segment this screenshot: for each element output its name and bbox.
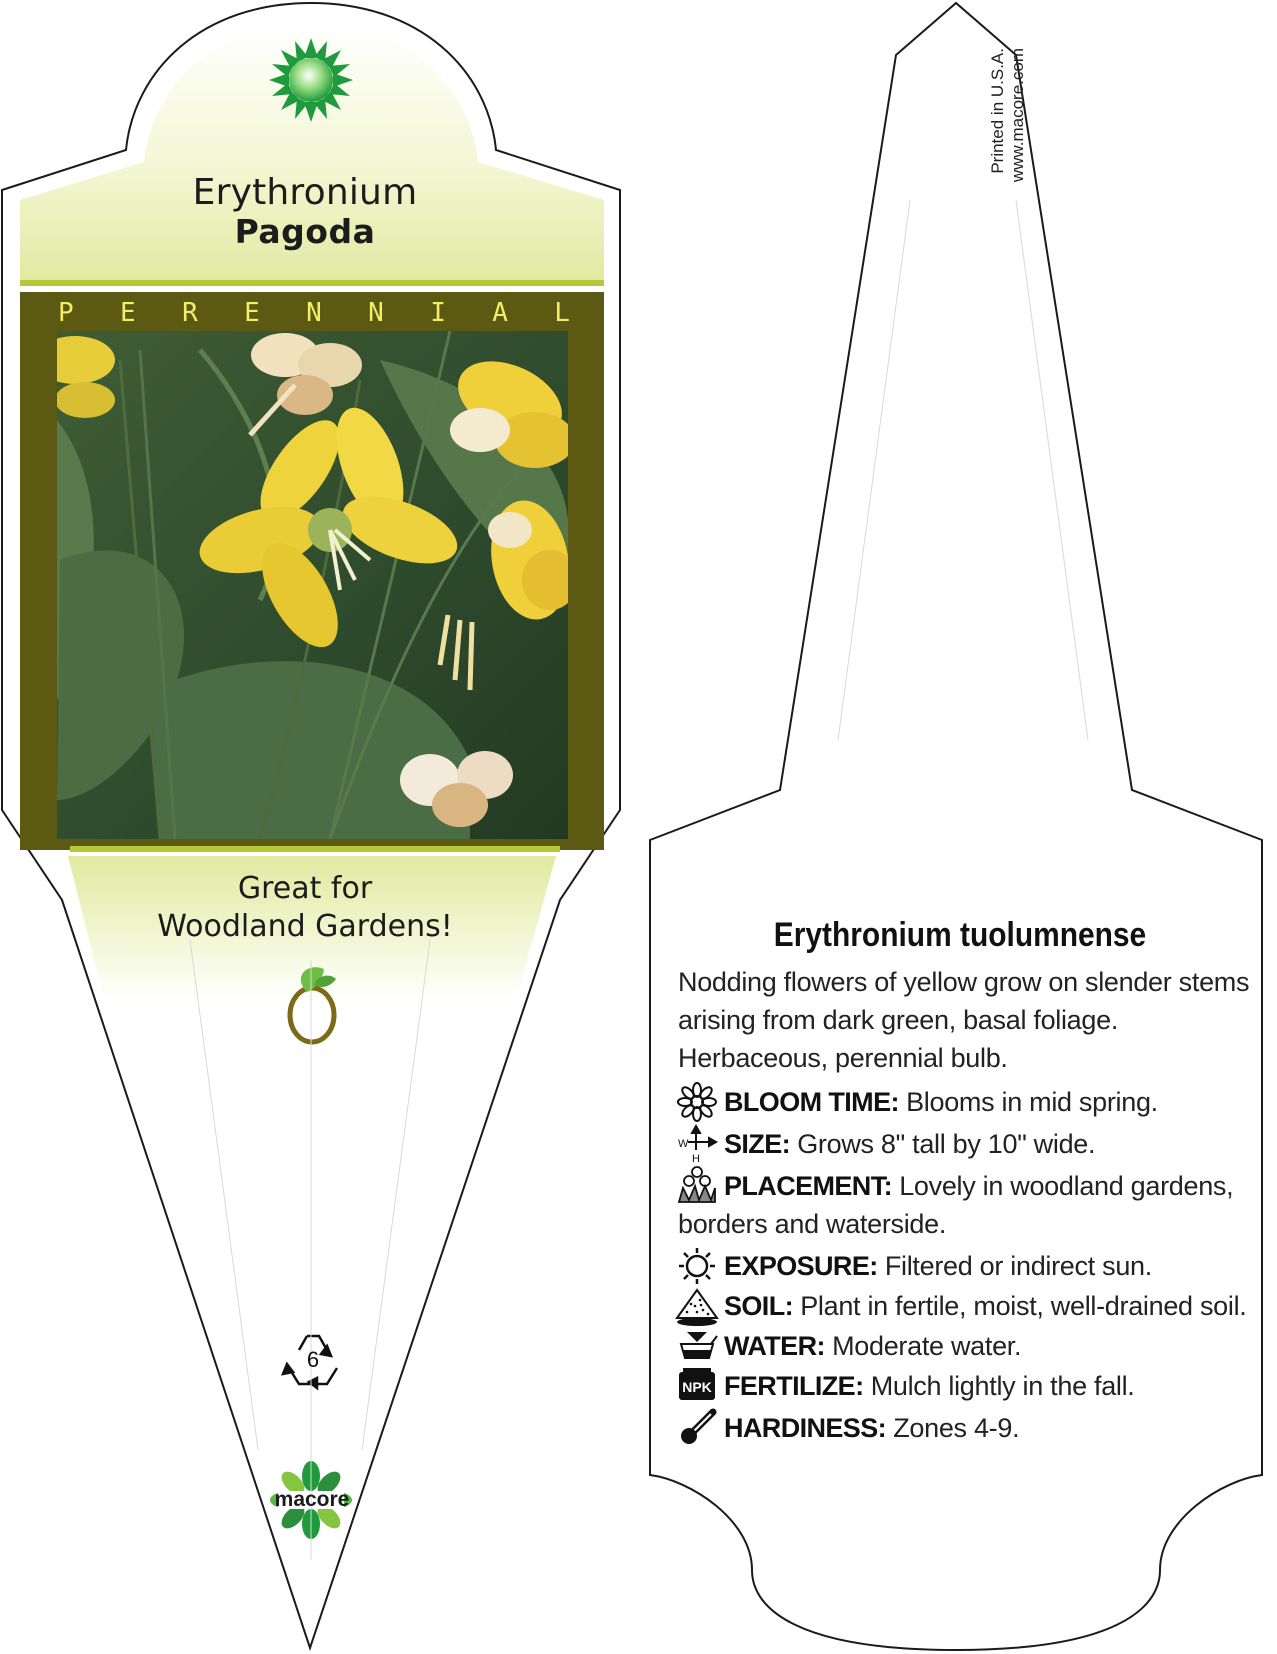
attribute-label: SOIL: (724, 1291, 793, 1321)
tagline-line: Great for (237, 871, 373, 906)
attribute-value: Moderate water. (832, 1331, 1022, 1361)
sun-logo-icon (269, 38, 353, 122)
attribute-size (678, 1125, 1263, 1163)
tagline (60, 870, 550, 946)
attribute-label: BLOOM TIME: (724, 1087, 899, 1117)
attribute-value: Plant in fertile, moist, well-drained soil. (800, 1291, 1247, 1321)
attribute-value: Mulch lightly in the fall. (870, 1371, 1135, 1401)
attribute-soil (678, 1287, 1263, 1325)
svg-text:W: W (678, 1138, 689, 1150)
attribute-label: SIZE: (724, 1129, 791, 1159)
attribute-exposure (678, 1247, 1263, 1285)
attribute-hardiness (678, 1409, 1263, 1447)
svg-text:H: H (692, 1153, 700, 1165)
category-letter: P (58, 298, 74, 328)
lime-stripe-bottom (70, 846, 560, 852)
category-letter: N (368, 298, 384, 328)
category-letter: E (244, 298, 260, 328)
plant-description: Nodding flowers of yellow grow on slender stems arising from dark green, basal foliage. Herbaceous, perennial bulb. (678, 967, 1250, 1073)
category-letter: N (306, 298, 322, 328)
attribute-fertilize (678, 1367, 1263, 1405)
attribute-value: Filtered or indirect sun. (884, 1251, 1152, 1281)
lime-stripe-top (20, 280, 604, 286)
attribute-value: Zones 4-9. (893, 1413, 1020, 1443)
scientific-name: Erythronium tuolumnense (773, 916, 1147, 954)
attribute-label: FERTILIZE: (724, 1371, 864, 1401)
genus-name: Erythronium (192, 172, 418, 213)
category-letter: I (430, 298, 446, 328)
category-letter: R (182, 298, 198, 328)
attribute-placement (678, 1167, 1263, 1243)
website: www.macore.com (1008, 48, 1027, 183)
attribute-label: WATER: (724, 1331, 825, 1361)
printed-in: Printed in U.S.A. (988, 48, 1007, 174)
attribute-water (678, 1327, 1263, 1365)
attribute-label: EXPOSURE: (724, 1251, 878, 1281)
recycle-number: 6 (306, 1347, 320, 1372)
attribute-value: Grows 8" tall by 10" wide. (797, 1129, 1096, 1159)
category-letter: A (492, 298, 508, 328)
svg-text:NPK: NPK (682, 1379, 712, 1395)
category-letter: L (554, 298, 570, 328)
printer-credit (988, 48, 1028, 248)
attribute-value: Lovely in woodland gardens, borders and waterside. (678, 1171, 1234, 1239)
category-letter: E (120, 298, 136, 328)
attribute-label: PLACEMENT: (724, 1171, 892, 1201)
brand-name: macore (274, 1488, 350, 1511)
attribute-value: Blooms in mid spring. (906, 1087, 1158, 1117)
plant-photo (35, 331, 578, 839)
tagline-line: Woodland Gardens! (157, 909, 453, 944)
attribute-bloom-time (678, 1083, 1263, 1121)
cultivar-name: Pagoda (234, 212, 376, 251)
attribute-label: HARDINESS: (724, 1413, 887, 1443)
category-banner (58, 296, 570, 330)
